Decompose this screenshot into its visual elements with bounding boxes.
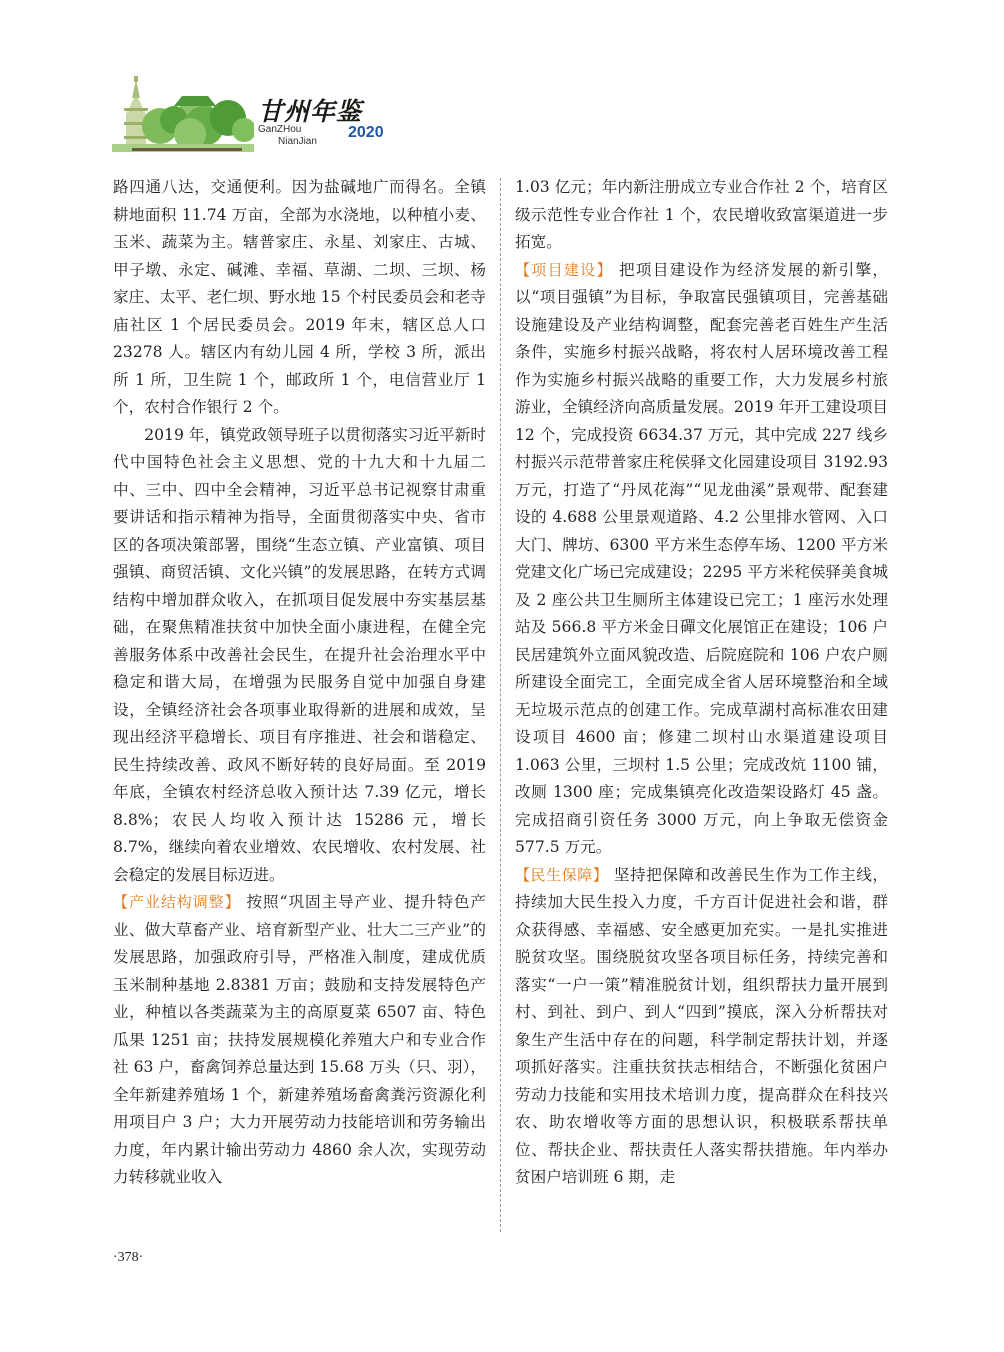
section-tag: 【项目建设】 (515, 260, 613, 279)
paragraph: 路四通八达，交通便利。因为盐碱地广而得名。全镇耕地面积 11.74 万亩，全部为水浇地，以种植小麦、玉米、蔬菜为主。辖普家庄、永星、刘家庄、古城、甲子墩、永定、碱滩、幸福、草湖、二坝、三坝、杨家庄、太平、老仁坝、野水地 15 个村民委员会和老寺庙社区 1 个居民委员会。2019 年末，辖区总人口 23278 人。辖区内有幼儿园 4 所，学校 3 所，派出所 1 所，卫生院 1 个，邮政所 1 个，电信营业厅 1 个，农村合作银行 2 个。 (113, 178, 486, 416)
paragraph-text: 坚持把保障和改善民生作为工作主线，持续加大民生投入力度，千方百计促进社会和谐，群众获得感、幸福感、安全感更加充实。一是扎实推进脱贫攻坚。围绕脱贫攻坚各项目标任务，持续完善和落实“一户一策”精准脱贫计划，组织帮扶力量开展到村、到社、到户、到人“四到”摸底，深入分析帮扶对象生产生活中存在的问题，科学制定帮扶计划，并逐项抓好落实。注重扶贫扶志相结合，不断强化贫困户劳动力技能和实用技术培训力度，提高群众在科技兴农、助农增收等方面的思想认识，积极联系帮扶单位、帮扶企业、帮扶责任人落实帮扶措施。年内举办贫困户培训班 6 期，走 (515, 865, 888, 1186)
page-number: ·378· (113, 1250, 144, 1265)
section-tag: 【民生保障】 (515, 865, 609, 884)
paragraph-text: 按照“巩固主导产业、提升特色产业、做大草畜产业、培育新型产业、壮大二三产业”的发展思路，加强政府引导，严格准入制度，建成优质玉米制种基地 2.8381 万亩；鼓励和支持发展特色产业，种植以各类蔬菜为主的高原夏菜 6507 亩、特色瓜果 1251 亩；扶持发展规模化养殖大户和专业合作社 63 户，畜禽饲养总量达到 15.68 万头（只、羽），全年新建养殖场 1 个，新建养殖场畜禽粪污资源化利用项目户 3 户；大力开展劳动力技能培训和劳务输出力度，年内累计输出劳动力 4860 余人次，实现劳动力转移就业收入 (113, 893, 486, 1186)
paragraph-text: 把项目建设作为经济发展的新引擎，以“项目强镇”为目标，争取富民强镇项目，完善基础设施建设及产业结构调整，配套完善老百姓生产生活条件，实施乡村振兴战略，将农村人居环境改善工程作为实施乡村振兴战略的重要工作，大力发展乡村旅游业，全镇经济向高质量发展。2019 年开工建设项目 12 个，完成投资 6634.37 万元，其中完成 227 线乡村振兴示范带普家庄秺侯驿文化园建设项目 3192.93 万元，打造了“丹凤花海”“见龙曲溪”景观带、配套建设的 4.688 公里景观道路、4.2 公里排水管网、入口大门、牌坊、6300 平方米生态停车场、1200 平方米党建文化广场已完成建设；2295 平方米秺侯驿美食城及 2 座公共卫生厕所主体建设已完工；1 座污水处理站及 566.8 平方米金日磾文化展馆正在建设；106 户民居建筑外立面风貌改造、后院庭院和 106 户农户厕所建设全面完工，全面完成全省人居环境整治和全域无垃圾示范点的创建工作。完成草湖村高标准农田建设项目 4600 亩；修建二坝村山水渠道建设项目 1.063 公里，三坝村 1.5 公里；完成改炕 1100 铺，改厕 1300 座；完成集镇亮化改造架设路灯 45 盏。完成招商引资任务 3000 万元，向上争取无偿资金 577.5 万元。 (515, 260, 888, 856)
yearbook-title-en-line2: NianJian (278, 136, 317, 147)
paragraph: 1.03 亿元；年内新注册成立专业合作社 2 个，培育区级示范性专业合作社 1 个，农民增收致富渠道进一步拓宽。 (515, 178, 888, 251)
yearbook-title: 甘州年鉴 (258, 97, 363, 126)
left-column (113, 174, 486, 1192)
paragraph: 2019 年，镇党政领导班子以贯彻落实习近平新时代中国特色社会主义思想、党的十九大和十九届二中、三中、四中全会精神，习近平总书记视察甘肃重要讲话和指示精神为指导，全面贯彻落实中央、省市区的各项决策部署，围绕“生态立镇、产业富镇、项目强镇、商贸活镇、文化兴镇”的发展思路，在转方式调结构中增加群众收入，在抓项目促发展中夯实基层基础，在聚焦精准扶贫中加快全面小康进程，在健全完善服务体系中改善社会民生，在提升社会治理水平中稳定和谐大局，在增强为民服务自觉中加强自身建设，全镇经济社会各项事业取得新的进展和成效，呈现出经济平稳增长、项目有序推进、社会和谐稳定、民生持续改善、政风不断好转的良好局面。至 2019 年底，全镇农村经济总收入预计达 7.39 亿元，增长 8.8%；农民人均收入预计达 15286 元，增长 8.7%，继续向着农业增效、农民增收、农村发展、社会稳定的发展目标迈进。 (113, 425, 486, 884)
paragraph (113, 889, 486, 1192)
section-tag: 【产业结构调整】 (113, 893, 241, 911)
paragraph (515, 257, 888, 862)
page-header (112, 74, 412, 156)
right-column (515, 174, 888, 1192)
landscape-logo-icon (112, 74, 254, 152)
yearbook-title-en-line1: GanZHou (258, 124, 302, 135)
paragraph (515, 862, 888, 1192)
column-divider (500, 178, 501, 1232)
yearbook-year: 2020 (348, 124, 384, 141)
